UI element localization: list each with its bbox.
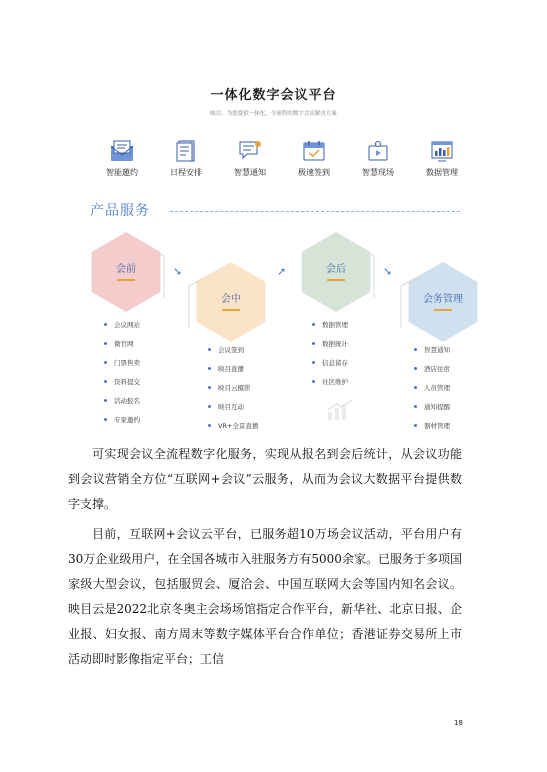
stage-items-post (312, 320, 348, 396)
list-item: 社区维护 (312, 377, 348, 396)
stage-hexagon-pre (86, 232, 166, 312)
list-item: 资料提交 (104, 377, 140, 396)
list-item: 专家邀约 (104, 415, 140, 434)
stage-items-management (414, 345, 450, 440)
stage-label: 会后 (326, 264, 346, 275)
list-item: 器材管理 (414, 421, 450, 440)
stage-underline (222, 309, 240, 311)
list-item: 智慧通知 (414, 345, 450, 364)
stage-underline (434, 309, 452, 311)
list-item: 数据管理 (312, 320, 348, 339)
list-item: 通知提醒 (414, 402, 450, 421)
page-subtitle: 映目，为您提供一体化、全流程的数字会议解决方案 (210, 111, 337, 117)
stage-items-during (208, 345, 258, 440)
data-chart-icon (430, 140, 454, 162)
list-item: 微官网 (104, 339, 140, 358)
page-title: 一体化数字会议平台 (210, 88, 337, 103)
arrow-up-right-icon: ➚ (277, 265, 287, 278)
list-item: 信息留存 (312, 358, 348, 377)
live-camera-icon (366, 140, 390, 162)
stage-label: 会前 (116, 264, 136, 275)
body-paragraph: 目前，互联网+会议云平台，已服务超10万场会议活动，平台用户有30万企业级用户，在全国各城市入驻服务方有5000余家。已服务于多项国家级大型会议，包括服贸会、厦洽会、中国互联网大会等国内知名会议。映目云是2022北京冬奥主会场场馆指定合作平台，新华社、北京日报、企业报、妇女报、南方周末等数字媒体平台合作单位；香港证券交易所上市活动即时影像指定平台；工信 (68, 527, 462, 666)
growth-chart-decoration-icon (326, 398, 356, 422)
list-item: 会议网站 (104, 320, 140, 339)
stage-hexagon-post (296, 232, 376, 312)
list-item: 活动报名 (104, 396, 140, 415)
feature-item-checkin (284, 140, 344, 178)
message-notify-icon (238, 140, 262, 162)
feature-label: 数据管理 (426, 168, 458, 177)
list-item: 映目互动 (208, 402, 258, 421)
feature-item-invite (92, 140, 152, 178)
calendar-check-icon (302, 140, 326, 162)
list-item: 门票售卖 (104, 358, 140, 377)
list-item: VR+全景直播 (208, 421, 258, 440)
page-header (0, 84, 547, 117)
body-text (68, 442, 462, 677)
stage-underline (327, 279, 345, 281)
stage-label: 会务管理 (423, 294, 463, 305)
stage-label: 会中 (221, 294, 241, 305)
feature-label: 智能邀约 (106, 168, 138, 177)
feature-item-schedule (156, 140, 216, 178)
list-item: 会议签到 (208, 345, 258, 364)
arrow-down-right-icon: ➘ (173, 265, 183, 278)
stage-underline (117, 279, 135, 281)
feature-label: 智慧现场 (362, 168, 394, 177)
list-item: 酒店住宿 (414, 364, 450, 383)
feature-item-live (348, 140, 408, 178)
schedule-document-icon (174, 140, 198, 162)
list-item: 人员管理 (414, 383, 450, 402)
envelope-icon (110, 140, 134, 162)
stage-items-pre (104, 320, 140, 434)
stage-hexagon-management (403, 262, 483, 342)
stage-hexagon-during (191, 262, 271, 342)
feature-item-data (412, 140, 472, 178)
page-number: 18 (454, 719, 463, 727)
list-item: 映目云摄影 (208, 383, 258, 402)
arrow-down-right-icon: ➘ (383, 265, 393, 278)
feature-label: 智慧通知 (234, 168, 266, 177)
section-title: 产品服务 (90, 203, 150, 219)
feature-item-notify (220, 140, 280, 178)
feature-label: 日程安排 (170, 168, 202, 177)
list-item: 数据统计 (312, 339, 348, 358)
body-paragraph: 可实现会议全流程数字化服务，实现从报名到会后统计，从会议功能到会议营销全方位“互联网+会议”云服务，从而为会议大数据平台提供数字支撑。 (68, 447, 462, 511)
feature-row (92, 140, 476, 184)
list-item: 映目直播 (208, 364, 258, 383)
section-divider (170, 211, 460, 212)
feature-label: 极速签到 (298, 168, 330, 177)
